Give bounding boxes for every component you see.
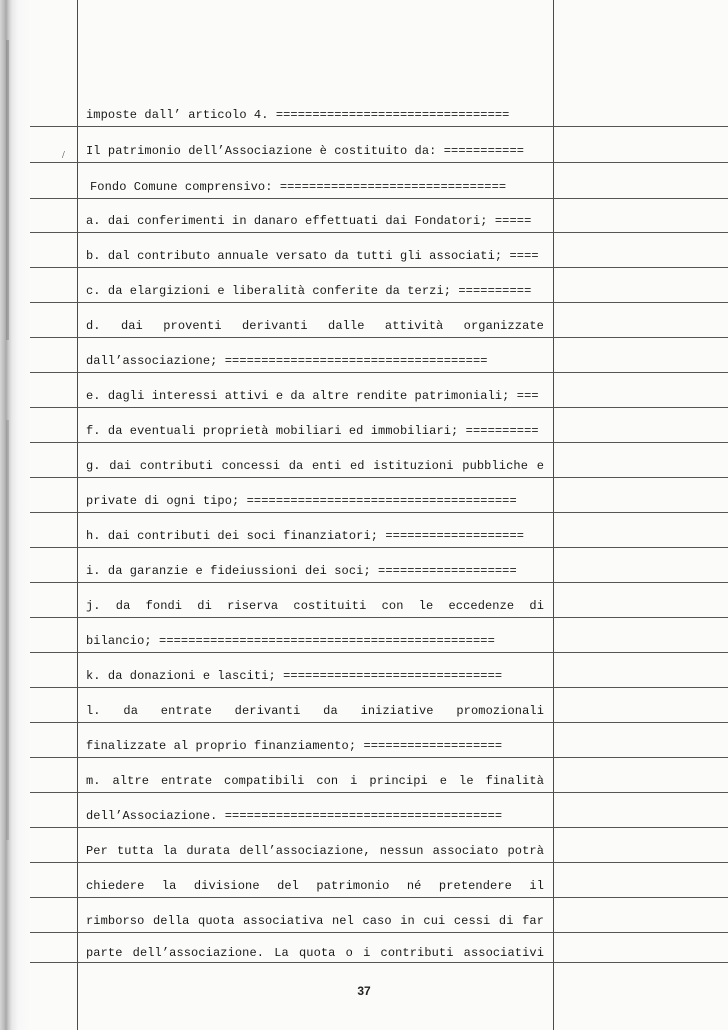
ruled-line (30, 162, 728, 163)
list-item: a. dai conferimenti in danaro effettuati dai Fondatori; ===== (86, 214, 532, 228)
text-line: dell’Associazione. ====================================== (86, 809, 503, 823)
text-line: bilancio; ============================================== (86, 634, 495, 648)
list-item: g. dai contributi concessi da enti ed istituzioni pubbliche e (86, 459, 544, 473)
ruled-line (30, 722, 728, 723)
ruled-line (30, 897, 728, 898)
list-item: k. da donazioni e lasciti; ============================== (86, 669, 503, 683)
list-item: j. da fondi di riserva costituiti con le eccedenze di (86, 599, 544, 613)
text-line: parte dell’associazione. La quota o i contributi associativi (86, 946, 544, 960)
ruled-line (30, 652, 728, 653)
ruled-line (30, 232, 728, 233)
scan-streak (6, 40, 9, 340)
margin-mark: / (62, 150, 65, 161)
text-line: Il patrimonio dell’Associazione è costituito da: =========== (86, 144, 525, 158)
text-line: dall’associazione; ==================================== (86, 354, 488, 368)
text-line: Fondo Comune comprensivo: =============================== (90, 180, 507, 194)
ruled-line (30, 512, 728, 513)
ruled-line (30, 547, 728, 548)
text-line: chiedere la divisione del patrimonio né pretendere il (86, 879, 544, 893)
list-item: i. da garanzie e fideiussioni dei soci; =================== (86, 564, 517, 578)
list-item: e. dagli interessi attivi e da altre rendite patrimoniali; === (86, 389, 539, 403)
left-margin-rule (77, 0, 78, 1030)
list-item: c. da elargizioni e liberalità conferite da terzi; ========== (86, 284, 532, 298)
ruled-line (30, 442, 728, 443)
list-item: h. dai contributi dei soci finanziatori; =================== (86, 529, 525, 543)
binding-edge (0, 0, 30, 1030)
list-item: b. dal contributo annuale versato da tutti gli associati; ==== (86, 249, 539, 263)
ruled-line (30, 582, 728, 583)
ruled-line (30, 407, 728, 408)
text-line: imposte dall’ articolo 4. ================================ (86, 108, 510, 122)
ruled-line (30, 932, 728, 933)
ruled-line (30, 962, 728, 963)
ruled-line (30, 687, 728, 688)
scan-streak (6, 420, 9, 840)
ruled-line (30, 337, 728, 338)
list-item: d. dai proventi derivanti dalle attività organizzate (86, 319, 544, 333)
text-line: private di ogni tipo; ===================================== (86, 494, 517, 508)
ruled-line (30, 477, 728, 478)
ruled-line (30, 372, 728, 373)
ruled-line (30, 792, 728, 793)
right-margin-rule (553, 0, 554, 1030)
ruled-line (30, 198, 728, 199)
page-number: 37 (357, 984, 371, 998)
ruled-line (30, 757, 728, 758)
ruled-line (30, 302, 728, 303)
ruled-line (30, 267, 728, 268)
text-line: rimborso della quota associativa nel caso in cui cessi di far (86, 914, 544, 928)
text-line: finalizzate al proprio finanziamento; =================== (86, 739, 503, 753)
ruled-line (30, 126, 728, 127)
list-item: f. da eventuali proprietà mobiliari ed immobiliari; ========== (86, 424, 539, 438)
ruled-line (30, 827, 728, 828)
ruled-line (30, 617, 728, 618)
list-item: m. altre entrate compatibili con i principi e le finalità (86, 774, 544, 788)
ruled-line (30, 862, 728, 863)
list-item: l. da entrate derivanti da iniziative promozionali (86, 704, 544, 718)
text-line: Per tutta la durata dell’associazione, nessun associato potrà (86, 844, 544, 858)
